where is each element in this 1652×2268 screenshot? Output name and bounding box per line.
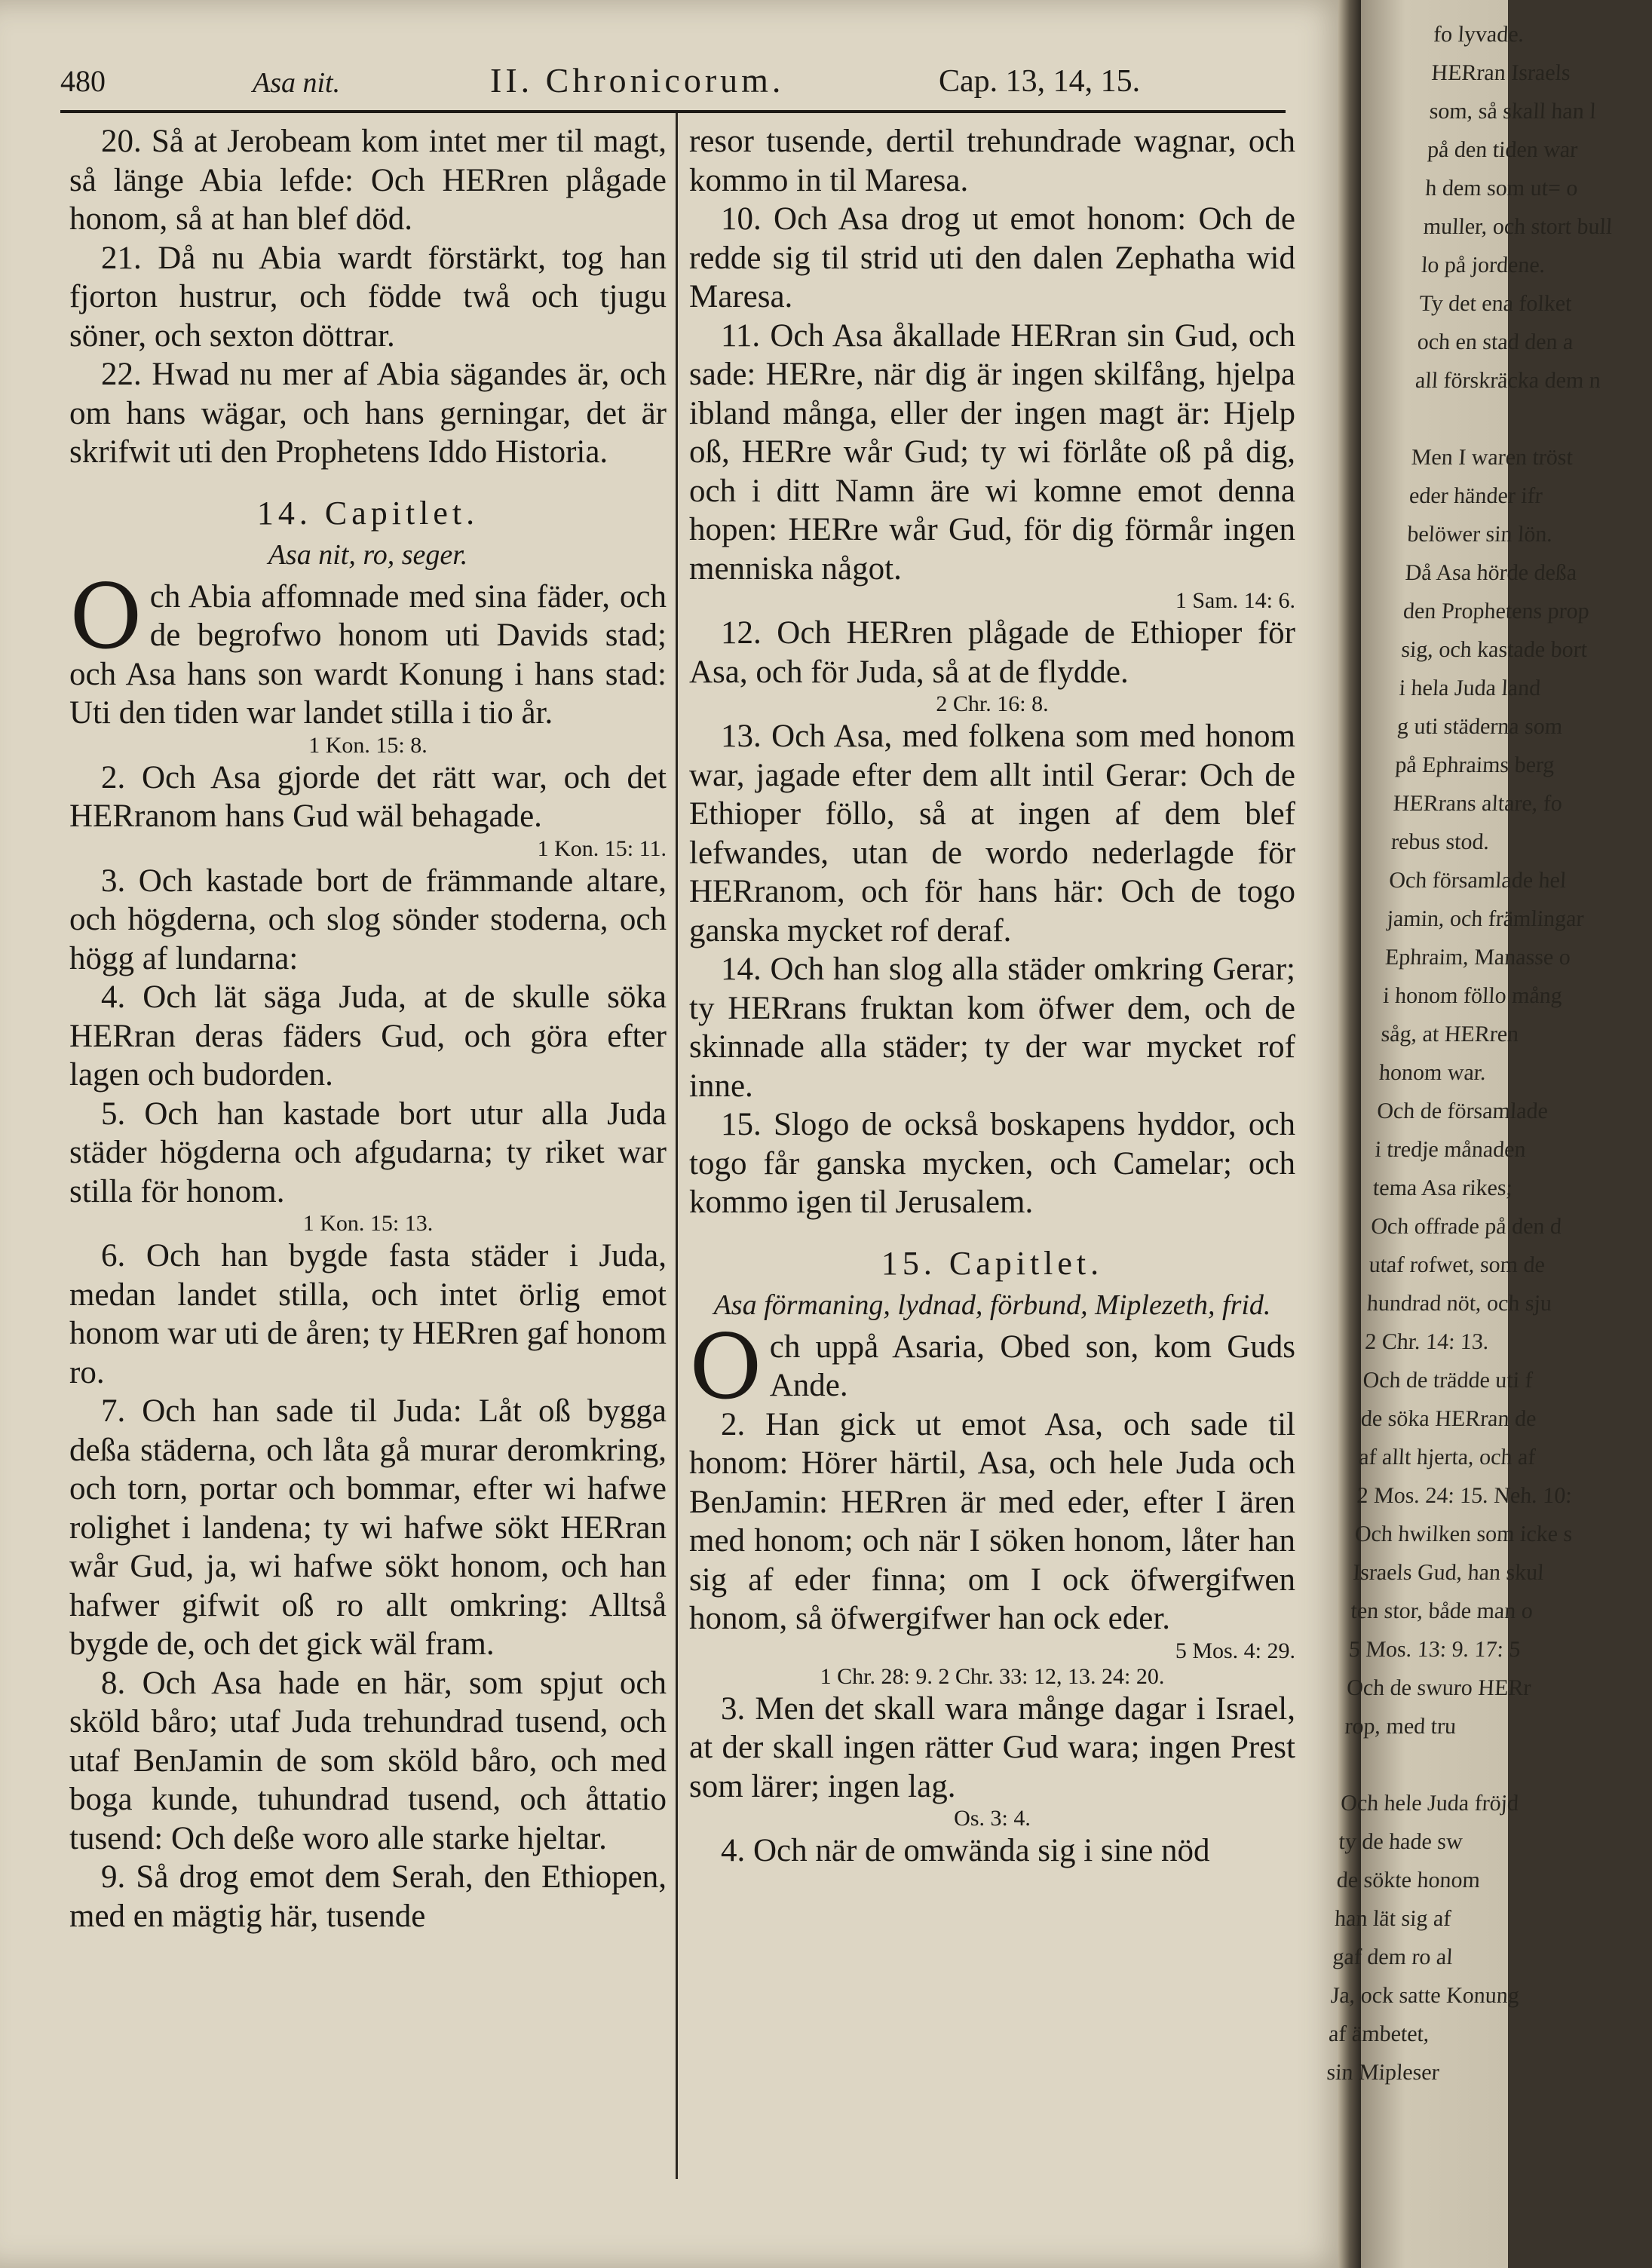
cross-reference: 1 Chr. 28: 9. 2 Chr. 33: 12, 13. 24: 20. [820,1663,1165,1689]
verse-14-8: 8. Och Asa hade en här, som spjut och sköld båro; utaf Juda trehundrad tusend, och utaf BenJamin de som sköld båro, och med boga kunde, tuhundrad tusend, och åttatio tusend: Och deße woro alle starke hjeltar. [69,1665,667,1856]
verse-14-14: 14. Och han slog alla städer omkring Gerar; ty HERrans fruktan kom öfwer dem, och de skinnade alla städer; ty der war mycket rof inne. [689,952,1295,1104]
verse-14-5: 5. Och han kastade bort utur alla Juda städer högderna och afgudarna; ty riket war stilla för honom. [69,1096,667,1209]
next-page-line: sig, och kastade bort [1400,637,1588,662]
next-page-line: på Ephraims berg [1394,752,1555,777]
next-page-line: såg, at HERren [1380,1022,1520,1047]
next-page-line: Ephraim, Manasse o [1384,945,1571,970]
next-page-line: rop, med tru [1344,1714,1457,1739]
next-page-line [1342,1745,1476,1784]
next-page-line: af ämbetet, [1328,2021,1430,2046]
verse-14-6: 6. Och han bygde fasta städer i Juda, medan landet stilla, och intet örlig emot honom war uti de åren; ty HERren gaf honom ro. [69,1238,667,1390]
verse-14-9: 9. Så drog emot dem Serah, den Ethiopen, med en mägtig här, tusende [69,1859,667,1934]
cross-reference: 1 Sam. 14: 6. [1175,588,1295,613]
next-page-line: all förskräcka dem n [1414,368,1601,393]
next-page-line: honom war. [1378,1060,1487,1085]
next-page-line: Och offrade på den d [1370,1214,1562,1239]
verse-15-2: 2. Han gick ut emot Asa, och sade til honom: Hörer härtil, Asa, och hele Juda och BenJamin: HERren är med eder, efter I ären med honom; och när I söken honom, låter han sig af eder finna; om I ock öfwergifwen honom, så öfwergifwer han ock eder. [689,1406,1295,1636]
verse-14-2: 2. Och Asa gjorde det rätt war, och det HERranom hans Gud wäl behagade. [69,759,667,834]
next-page-line [1412,400,1546,438]
verse-14-3: 3. Och kastade bort de främmande altare, och högderna, och slog sönder stoderna, och högg af lundarna: [69,863,667,976]
book-title: II. Chronicorum. [490,61,785,100]
next-page-line: Men I waren tröst [1410,445,1574,470]
next-page-line: ty de hade sw [1338,1829,1464,1854]
next-page-line: ten stor, både man o [1350,1598,1534,1623]
next-page-line: hundrad nöt, och sju [1366,1291,1552,1316]
next-page-line: jamin, och främlingar [1386,906,1585,931]
cross-reference: 2 Chr. 16: 8. [936,691,1049,716]
cross-reference: 1 Kon. 15: 8. [308,732,428,758]
next-page-line: lo på jordene. [1421,253,1546,277]
chapter-14-summary: Asa nit, ro, seger. [268,538,468,571]
next-page-line: utaf rofwet, som de [1368,1252,1546,1277]
verse-13-22: 22. Hwad nu mer af Abia sägandes är, och om hans wägar, och hans gerningar, det är skrifwit uti den Prophetens Iddo Historia. [69,357,667,470]
running-header [60,56,1282,109]
verse-14-1-text: ch Abia affomnade med sina fäder, och de begrofwo honom uti Davids stad; och Asa hans son wardt Konung i hans stad: Uti den tiden war landet stilla i tio år. [69,578,667,731]
next-page-line: af allt hjerta, och af [1358,1445,1537,1470]
next-page-line: gaf dem ro al [1332,1945,1454,1969]
next-page-line: Ja, ock satte Konung [1330,1983,1520,2008]
next-page-line: Ty det ena folket [1418,291,1573,316]
verse-15-1 [689,1314,1295,1419]
next-page-line: han lät sig af [1334,1906,1452,1931]
column-divider [676,113,678,2179]
verse-14-13: 13. Och Asa, med folkena som med honom war, jagade efter dem allt intil Gerar: Och de Ethioper föllo, så at ingen af dem blef lefwandes, utan de wordo nederlagde för HERranom, och för hans här: Och de togo ganska mycket rof deraf. [689,719,1295,949]
verse-14-11: 11. Och Asa åkallade HERran sin Gud, och sade: HERre, när dig är ingen skilfång, hjelpa ibland många, eller der ingen magt är: Hjelp oß, HERre wår Gud; ty wi förlåte oß på dig, och i ditt Namn äre wi komne emot denna hopen: HERre wår Gud, för dig förmår ingen menniska något. [689,317,1295,587]
left-column [69,122,667,1935]
next-page-line: rebus stod. [1390,829,1490,854]
next-page-line: i hela Juda land [1398,676,1542,700]
next-page-line: och en stad den a [1416,329,1574,354]
next-page-line: muller, och stort bull [1422,214,1614,239]
chapter-15-title: 15. Capitlet. [881,1244,1104,1282]
next-page-line: Och hwilken som icke s [1354,1522,1574,1546]
drop-cap: O [69,564,143,669]
chapter-15-summary: Asa förmaning, lydnad, förbund, Miplezeth, frid. [713,1289,1271,1321]
verse-14-9-continued: resor tusende, dertil trehundrade wagnar, och kommo in til Maresa. [689,124,1295,198]
verse-14-7: 7. Och han sade til Juda: Låt oß bygga deßa städerna, och låta gå murar deromkring, och torn, portar och bommar, efter wi hafwe rolighet i landena; ty wi hafwe sökt HERran wår Gud, ja, wi hafwe sökt honom, och han hafwer gifwit oß ro allt omkring: Alltså bygde de, och det gick wäl fram. [69,1393,667,1662]
next-page-line: HERrans altare, fo [1392,791,1563,816]
next-page-line: HERran Israels [1430,60,1571,85]
next-page-line: Och de församlade [1376,1099,1549,1123]
verse-13-20: 20. Så at Jerobeam kom intet mer til magt, så länge Abia lefde: Och HERren plågade honom, så at han blef död. [69,124,667,237]
next-page-line: de sökte honom [1336,1868,1481,1893]
verse-15-1-text: ch uppå Asaria, Obed son, kom Guds Ande. [769,1329,1295,1403]
cross-reference: Os. 3: 4. [954,1806,1031,1831]
cross-reference: 5 Mos. 4: 29. [1175,1638,1295,1663]
next-page-line: den Prophetens prop [1402,599,1590,624]
verse-14-10: 10. Och Asa drog ut emot honom: Och de redde sig til strid uti den dalen Zephatha wid Maresa. [689,201,1295,314]
next-page-line: Och de trädde uti f [1362,1368,1534,1393]
verse-14-12: 12. Och HERren plågade de Ethioper för Asa, och för Juda, så at de flydde. [689,615,1295,690]
verse-15-4: 4. Och när de omwända sig i sine nöd [721,1833,1210,1868]
next-page-line: Då Asa hörde deßa [1404,560,1578,585]
next-page-line: de söka HERran de [1360,1406,1537,1431]
chapter-range: Cap. 13, 14, 15. [939,64,1141,99]
verse-13-21: 21. Då nu Abia wardt förstärkt, tog han fjorton hustrur, och födde twå och tjugu söner, och sexton döttrar. [69,240,667,354]
verse-15-3: 3. Men det skall wara månge dagar i Israel, at der skall ingen rätter Gud wara; ingen Prest som lärer; ingen lag. [689,1690,1295,1804]
drop-cap: O [689,1314,762,1419]
page-number: 480 [60,64,106,98]
cross-reference: 1 Kon. 15: 13. [302,1211,434,1236]
next-page-line: Och de swuro HERr [1346,1675,1532,1700]
next-page-line: 2 Chr. 14: 13. [1364,1329,1490,1354]
next-page-line: 5 Mos. 13: 9. 17: 5 [1348,1637,1522,1662]
next-page-line: h dem som ut= o [1424,176,1579,201]
next-page-line: g uti städerna som [1396,714,1564,739]
next-page-line: som, så skall han l [1429,99,1597,124]
next-page-line: sin Mipleser [1326,2060,1440,2085]
next-page-line: 2 Mos. 24: 15. Neh. 10: [1356,1483,1573,1508]
next-page-line: i tredje månaden [1374,1137,1527,1162]
next-page-line: i honom föllo mång [1382,983,1563,1008]
next-page-line: belöwer sin lön. [1406,522,1553,547]
next-page-line: eder händer ifr [1408,483,1543,508]
running-title: Asa nit. [253,67,341,99]
chapter-14-title: 14. Capitlet. [256,494,480,532]
next-page-line: fo lyvade. [1433,22,1525,47]
cross-reference: 1 Kon. 15: 11. [537,835,667,861]
next-page-line: tema Asa rikes; [1372,1175,1513,1200]
verse-14-1 [69,564,667,733]
next-page-line: Israels Gud, han skul [1352,1560,1545,1585]
header-rule [60,110,1286,113]
right-column [689,122,1295,1871]
next-page-line: Och hele Juda fröjd [1340,1791,1519,1816]
next-page-line: på den tiden war [1427,137,1579,162]
next-page-edge [1326,0,1614,2268]
verse-14-4: 4. Och lät säga Juda, at de skulle söka HERran deras fäders Gud, och göra efter lagen och budorden. [69,979,667,1093]
next-page-line: Och församlade hel [1388,868,1568,893]
verse-14-15: 15. Slogo de också boskapens hyddor, och togo får ganska mycken, och Camelar; och kommo igen til Jerusalem. [689,1107,1295,1220]
